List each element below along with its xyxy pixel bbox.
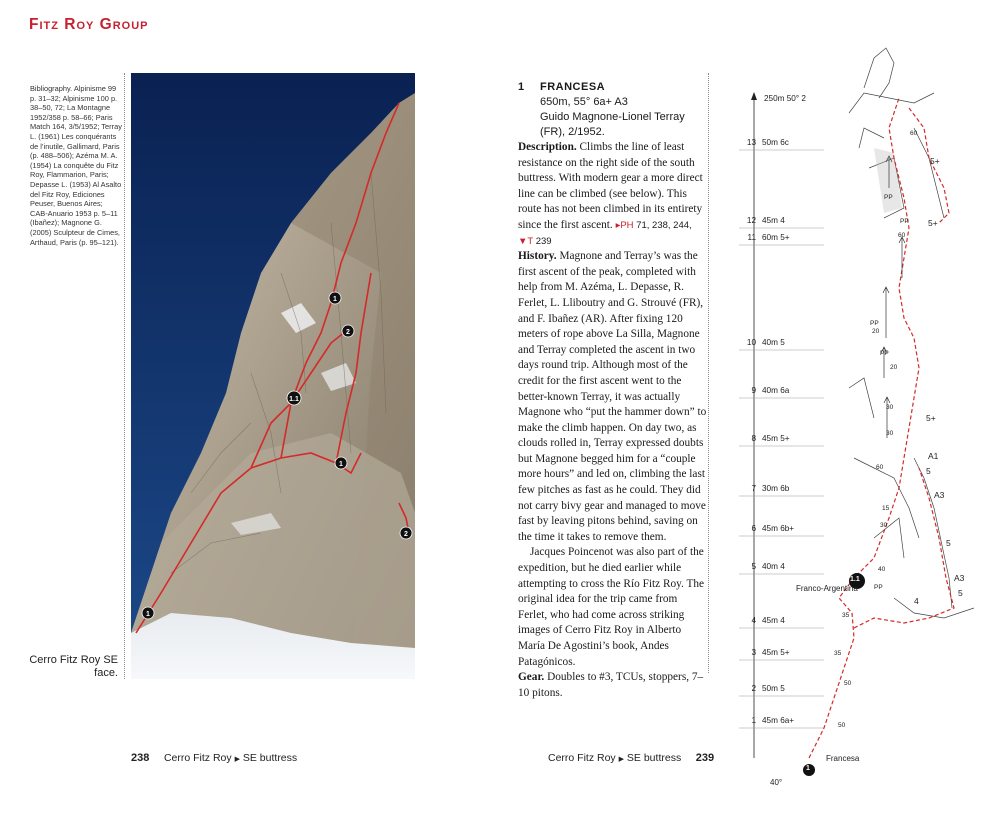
ref-ph-label: PH bbox=[620, 219, 634, 231]
topo-top-label: 250m 50° 2 bbox=[764, 94, 806, 103]
grade-label: 4 bbox=[914, 596, 919, 606]
pitch-row bbox=[736, 616, 785, 625]
pitch-description: 40m 5 bbox=[762, 338, 785, 347]
photo-caption: Cerro Fitz Roy SE face. bbox=[29, 654, 118, 679]
pitch-description: 30m 6b bbox=[762, 484, 790, 493]
topo-note: 50 bbox=[838, 722, 846, 729]
pitch-description: 40m 4 bbox=[762, 562, 785, 571]
pitch-description: 45m 5+ bbox=[762, 434, 790, 443]
grade-label: 5 bbox=[926, 466, 931, 476]
pitch-number: 5 bbox=[751, 562, 756, 571]
column-divider bbox=[708, 73, 709, 673]
gear-label: Gear. bbox=[518, 671, 545, 684]
photo-marker: 1 bbox=[339, 461, 343, 468]
page-number: 239 bbox=[695, 752, 715, 764]
base-angle-label: 40° bbox=[770, 778, 783, 787]
page-number: 238 bbox=[131, 752, 150, 764]
topo-note: PP bbox=[880, 350, 889, 357]
route-first-ascent-date: (FR), 2/1952. bbox=[540, 126, 605, 138]
topo-note: PP bbox=[874, 584, 883, 591]
pitch-description: 45m 6a+ bbox=[762, 716, 795, 725]
topo-note: 30 bbox=[886, 430, 894, 437]
ref-t-label: T bbox=[527, 235, 534, 247]
topo-note: PP bbox=[900, 218, 909, 225]
pitch-row bbox=[736, 562, 785, 571]
pitch-number: 6 bbox=[751, 524, 756, 533]
grade-label: 5+ bbox=[928, 218, 938, 228]
topo-note: 30 bbox=[880, 522, 888, 529]
pitch-description: 50m 6c bbox=[762, 138, 789, 147]
description-text: Climbs the line of least resistance on the right side of the south buttress. With modern gear a more direct line can be climbed (see below). This route has not been climbed in its entirety since the first ascent. bbox=[518, 141, 703, 231]
pitch-row bbox=[736, 524, 794, 533]
pitch-number: 9 bbox=[751, 386, 756, 395]
pitch-row bbox=[736, 233, 790, 242]
topo-note: PP bbox=[870, 320, 879, 327]
history-text: Magnone and Terray’s was the first ascent of the peak, completed with help from M. Azéma, L. Depasse, R. Ferlet, L. Lliboutry and G. Strouvé (FR), and F. Ibañez (AR). After fixing 120 meters of rope above La Silla, Magnone and Terray completed the ascent in two days round trip. Although most of the credit for the first ascent went to the better-known Terray, it was actually Magnone who “put the hammer down” to make the climb happen. On day two, as clouds rolled in, Terray expressed doubts but Magnone begged him for a “couple more hours” and led on, climbing the last few pitches as fast as he could. They did not carry bivy gear and managed to move fast by leaving pitons behind, saving on the time it takes to remove them. bbox=[518, 250, 707, 543]
grade-label: A3 bbox=[954, 573, 965, 583]
route-number: 1 bbox=[518, 81, 525, 93]
pitch-row bbox=[736, 138, 789, 147]
footer-right bbox=[548, 752, 714, 764]
pitch-number: 1 bbox=[751, 716, 756, 725]
pitch-description: 60m 5+ bbox=[762, 233, 790, 242]
grade-label: 5+ bbox=[926, 413, 936, 423]
topo-diagram bbox=[714, 38, 1000, 816]
topo-note: 60 bbox=[876, 464, 884, 471]
topo-marker-1: 1 bbox=[806, 765, 810, 772]
route-description-column bbox=[518, 80, 708, 701]
description-label: Description. bbox=[518, 141, 577, 153]
pitch-number: 10 bbox=[746, 338, 756, 347]
pitch-row bbox=[736, 716, 794, 725]
pitch-number: 8 bbox=[751, 434, 756, 443]
pitch-description: 45m 5+ bbox=[762, 648, 790, 657]
pitch-number: 13 bbox=[746, 138, 756, 147]
footer-mountain: Cerro Fitz Roy bbox=[548, 752, 616, 764]
pitch-description: 50m 5 bbox=[762, 684, 785, 693]
photo-illustration bbox=[131, 73, 415, 679]
route-stats: 650m, 55° 6a+ A3 bbox=[540, 96, 628, 108]
biblio-divider bbox=[124, 73, 125, 679]
pitch-number: 3 bbox=[751, 648, 756, 657]
history-paragraph bbox=[518, 249, 708, 545]
footer-section: SE buttress bbox=[626, 752, 682, 764]
pitch-number: 2 bbox=[751, 684, 756, 693]
pitch-row bbox=[736, 338, 785, 347]
grade-label: A1 bbox=[928, 451, 939, 461]
photo-marker: 1 bbox=[333, 296, 337, 303]
pitch-description: 45m 4 bbox=[762, 216, 785, 225]
topo-note: 15 bbox=[882, 505, 890, 512]
caret-right-icon: ▶ bbox=[618, 756, 624, 763]
footer-left bbox=[131, 752, 297, 764]
pitch-number: 11 bbox=[747, 233, 756, 242]
pitch-row bbox=[736, 216, 785, 225]
gear-text: Doubles to #3, TCUs, stoppers, 7–10 pitons. bbox=[518, 671, 704, 699]
topo-note: 35 bbox=[834, 650, 842, 657]
footer-mountain: Cerro Fitz Roy bbox=[163, 752, 232, 764]
route-name: FRANCESA bbox=[540, 81, 606, 93]
caret-right-icon: ▶ bbox=[234, 756, 240, 763]
ref-ph-pages: 71, 238, 244, bbox=[636, 219, 692, 231]
pitch-number: 12 bbox=[746, 216, 756, 225]
pitch-description: 40m 6a bbox=[762, 386, 790, 395]
grade-label: 5 bbox=[958, 588, 963, 598]
francesa-label: Francesa bbox=[826, 754, 860, 763]
grade-label: 5+ bbox=[930, 156, 940, 166]
topo-note: 20 bbox=[872, 328, 880, 335]
route-header bbox=[518, 80, 708, 140]
topo-note: 60 bbox=[898, 232, 906, 239]
history-paragraph-2: Jacques Poincenot was also part of the expedition, but he died earlier while attempting to cross the Río Fitz Roy. The original idea for the trip came from Ferlet, who had come across striking images of Cerro Fitz Roy in Alberto María De Agostini’s book, Andes Patagónicos. bbox=[518, 546, 705, 668]
photo-marker: 1.1 bbox=[289, 396, 299, 403]
ref-t-page: 239 bbox=[535, 235, 552, 247]
topo-note: 30 bbox=[886, 404, 894, 411]
franco-argentina-label: Franco-Argentina bbox=[796, 584, 858, 593]
topo-note: 50 bbox=[844, 680, 852, 687]
pitch-row bbox=[736, 434, 790, 443]
photo-marker: 1 bbox=[146, 611, 150, 618]
pitch-description: 45m 6b+ bbox=[762, 524, 795, 533]
pitch-number: 7 bbox=[751, 484, 756, 493]
history-label: History. bbox=[518, 250, 557, 263]
pitch-number: 4 bbox=[751, 616, 756, 625]
grade-label: 5 bbox=[946, 538, 951, 548]
route-topo bbox=[714, 38, 1000, 816]
route-first-ascent: Guido Magnone-Lionel Terray bbox=[540, 111, 685, 123]
pitch-row bbox=[736, 484, 789, 493]
topo-note: PP bbox=[884, 194, 893, 201]
topo-note: 35 bbox=[842, 612, 850, 619]
photo-marker: 2 bbox=[346, 329, 350, 336]
topo-note: 60 bbox=[910, 130, 918, 137]
section-title: Fitz Roy Group bbox=[29, 16, 149, 33]
pitch-row bbox=[736, 684, 785, 693]
photo-references: ▸PH 71, 238, 244, ▼T 239 bbox=[518, 219, 692, 247]
pitch-description: 45m 4 bbox=[762, 616, 785, 625]
photo-marker: 2 bbox=[404, 531, 408, 538]
description-paragraph bbox=[518, 140, 708, 249]
mountain-photo bbox=[131, 73, 415, 679]
bibliography: Bibliography. Alpinisme 99 p. 31–32; Alpinisme 100 p. 38–50, 72; La Montagne 1952/358 p. 58–66; Paris Match 164, 3/5/1952; Terray L. (1961) Les conquérants de l’inutile, Gallimard, Paris (p. 488–506); Azéma M. A. (1954) La conquête du Fitz Roy, Flammarion, Paris; Depasse L. (1953) Al Asalto del Fitz Roy, Ediciones Peuser, Buenos Aires; CAB-Anuario 1953 p. 5–11 (Ibañez); Magnone G. (2005) Sculpteur de Cimes, Arthaud, Paris (p. 95–121). bbox=[30, 84, 122, 247]
pitch-row bbox=[736, 648, 790, 657]
topo-note: 20 bbox=[890, 364, 898, 371]
topo-marker-1-1: 1.1 bbox=[850, 576, 860, 583]
topo-note: 40 bbox=[878, 566, 886, 573]
gear-paragraph bbox=[518, 670, 708, 701]
grade-label: A3 bbox=[934, 490, 945, 500]
footer-section: SE buttress bbox=[242, 752, 298, 764]
pitch-row bbox=[736, 386, 789, 395]
